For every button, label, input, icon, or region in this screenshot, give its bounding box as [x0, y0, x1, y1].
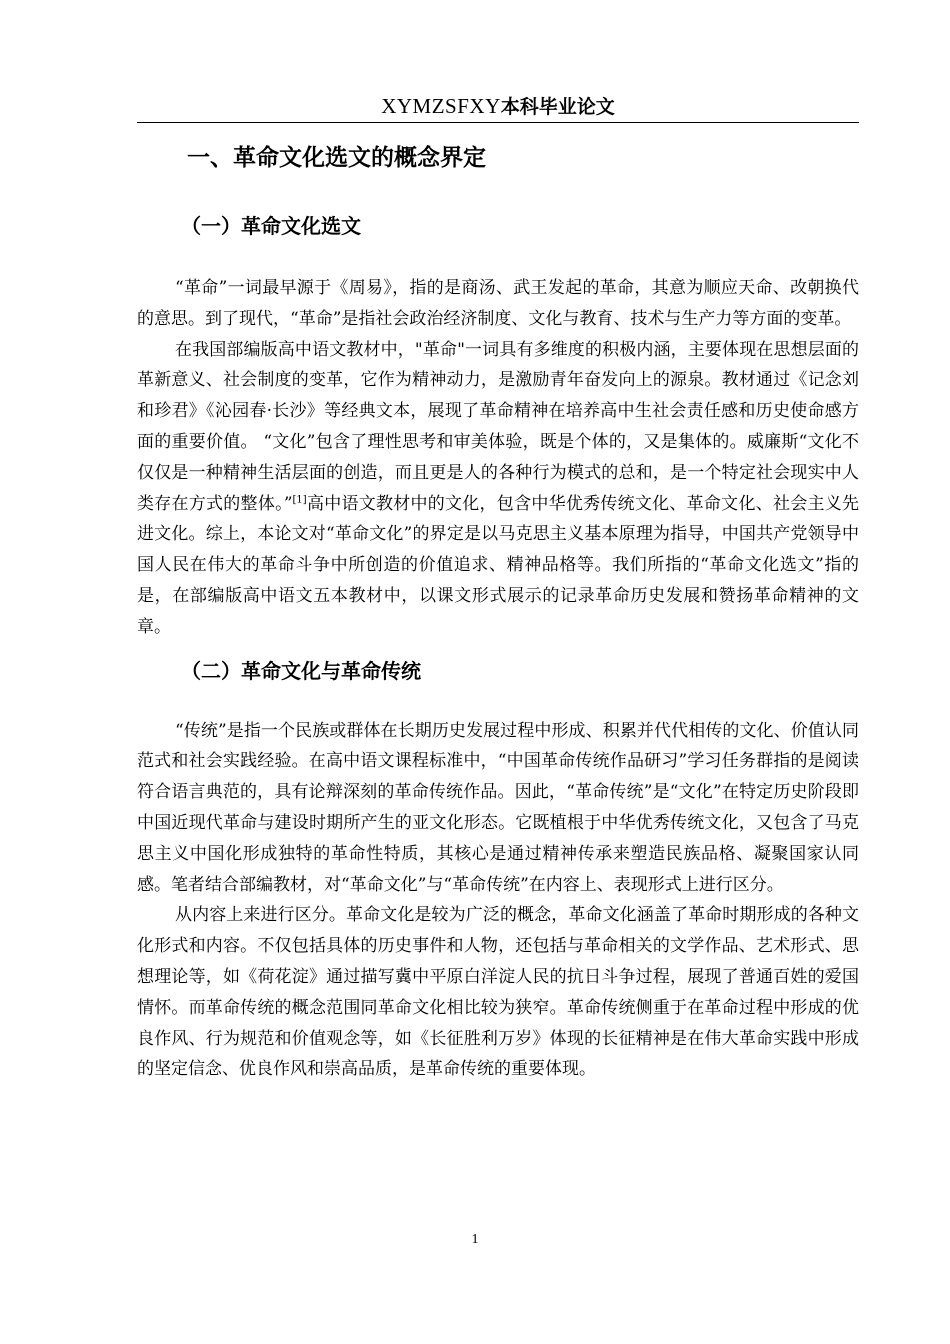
paragraph-4: 从内容上来进行区分。革命文化是较为广泛的概念，革命文化涵盖了革命时期形成的各种文化形式和内容。不仅包括具体的历史事件和人物，还包括与革命相关的文学作品、艺术形式、思想理论等，如《荷花淀》通过描写冀中平原白洋淀人民的抗日斗争过程，展现了普通百姓的爱国情怀。而革命传统的概念范围同革命文化相比较为狭窄。革命传统侧重于在革命过程中形成的优良作风、行为规范和价值观念等，如《长征胜利万岁》体现的长征精神是在伟大革命实践中形成的坚定信念、优良作风和崇高品质，是革命传统的重要体现。 [137, 905, 859, 1080]
paragraph-3: “传统”是指一个民族或群体在长期历史发展过程中形成、积累并代代相传的文化、价值认同范式和社会实践经验。在高中语文课程标准中，“中国革命传统作品研习”学习任务群指的是阅读符合语言典范的，具有论辩深刻的革命传统作品。因此，“革命传统”是“文化”在特定历史阶段即中国近现代革命与建设时期所产生的亚文化形态。它既植根于中华优秀传统文化，又包含了马克思主义中国化形成独特的革命性特质，其核心是通过精神传承来塑造民族品格、凝聚国家认同感。笔者结合部编教材，对“革命文化”与“革命传统”在内容上、表现形式上进行区分。 [137, 720, 859, 895]
page-header [137, 92, 859, 120]
section-heading: 一、革命文化选文的概念界定 [187, 145, 486, 171]
citation-marker: [1] [292, 493, 307, 505]
header-code: XYMZSFXY [381, 94, 501, 118]
paragraph-1: “革命”一词最早源于《周易》，指的是商汤、武王发起的革命，其意为顺应天命、改朝换代的意思。到了现代，“革命”是指社会政治经济制度、文化与教育、技术与生产力等方面的变革。 [137, 278, 859, 329]
body-content [137, 128, 859, 1085]
header-title: 本科毕业论文 [500, 96, 615, 118]
subsection-heading-2: （二）革命文化与革命传统 [181, 658, 421, 683]
paragraph-2-text: 在我国部编版高中语文教材中，"革命"一词具有多维度的积极内涵，主要体现在思想层面的革新意义、社会制度的变革，它作为精神动力，是激励青年奋发向上的源泉。教材通过《记念刘和珍君》《沁园春·长沙》等经典文本，展现了革命精神在培养高中生社会责任感和历史使命感方面的重要价值。 “文化”包含了理性思考和审美体验，既是个体的，又是集体的。威廉斯“文化不仅仅是一种精神生活层面的创造，而且更是人的各种行为模式的总和，是一个特定社会现实中人类存在方式的整体。” [137, 339, 859, 514]
paragraph-2-continued: 高中语文教材中的文化，包含中华优秀传统文化、革命文化、社会主义先进文化。综上，本论文对“革命文化”的界定是以马克思主义基本原理为指导，中国共产党领导中国人民在伟大的革命斗争中所创造的价值追求、精神品格等。我们所指的“革命文化选文”指的是，在部编版高中语文五本教材中，以课文形式展示的记录革命历史发展和赞扬革命精神的文章。 [137, 493, 859, 637]
header-rule [137, 122, 859, 123]
subsection-heading-1: （一）革命文化选文 [181, 214, 361, 238]
page-number: 1 [471, 1232, 479, 1247]
paragraph-2 [137, 335, 859, 643]
